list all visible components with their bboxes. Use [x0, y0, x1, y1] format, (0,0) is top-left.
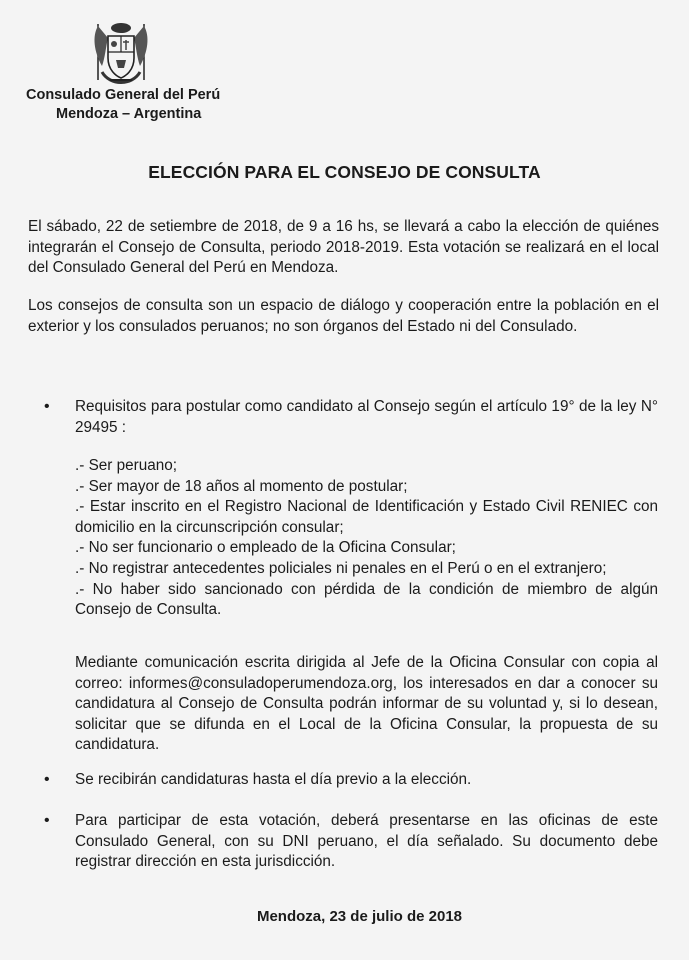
list-item: .- No ser funcionario o empleado de la Oficina Consular; [75, 539, 456, 557]
list-item: .- No haber sido sancionado con pérdida de la condición de miembro de algún Consejo de Consulta. [75, 580, 658, 619]
list-item: .- Estar inscrito en el Registro Nacional de Identificación y Estado Civil RENIEC con domicilio en la circunscripción consular; [75, 498, 658, 536]
requirements-heading: Requisitos para postular como candidato al Consejo según el artículo 19° de la ley N° 29495 : [75, 398, 658, 436]
bullet-marker: • [44, 812, 50, 829]
page-title: ELECCIÓN PARA EL CONSEJO DE CONSULTA [148, 162, 541, 182]
list-item: .- Ser mayor de 18 años al momento de postular; [75, 477, 408, 495]
voting-bullet: Para participar de esta votación, deberá presentarse en las oficinas de este Consulado General, con su DNI peruano, el día señalado. Su documento debe registrar dirección en esta jurisdicción. [75, 812, 658, 871]
consulate-location: Mendoza – Argentina [56, 106, 202, 122]
description-paragraph: Los consejos de consulta son un espacio de diálogo y cooperación entre la población en el exterior y los consulados peruanos; no son órganos del Estado ni del Consulado. [28, 297, 659, 335]
peru-coat-of-arms-icon [88, 18, 154, 92]
list-item: .- Ser peruano; [75, 457, 178, 474]
intro-paragraph: El sábado, 22 de setiembre de 2018, de 9 a 16 hs, se llevará a cabo la elección de quiénes integrarán el Consejo de Consulta, periodo 2018-2019. Esta votación se realizará en el local del Consulado General del Perú en Mendoza. [28, 218, 659, 277]
deadline-bullet: Se recibirán candidaturas hasta el día previo a la elección. [75, 771, 472, 788]
date-line: Mendoza, 23 de julio de 2018 [256, 908, 463, 925]
contact-paragraph: Mediante comunicación escrita dirigida al Jefe de la Oficina Consular con copia al correo: informes@consuladoperumendoza.org, los interesados en dar a conocer su candidatura al Consejo de Consulta podrán informar de su voluntad y, si lo desean, solicitar que se difunda en el Local de la Oficina Consular, la propuesta de su candidatura. [75, 654, 658, 754]
consulate-name: Consulado General del Perú [26, 87, 221, 103]
list-item: .- No registrar antecedentes policiales ni penales en el Perú o en el extranjero; [75, 559, 607, 577]
bullet-marker: • [44, 771, 50, 788]
bullet-marker: • [44, 398, 50, 415]
requirements-list [75, 456, 658, 621]
